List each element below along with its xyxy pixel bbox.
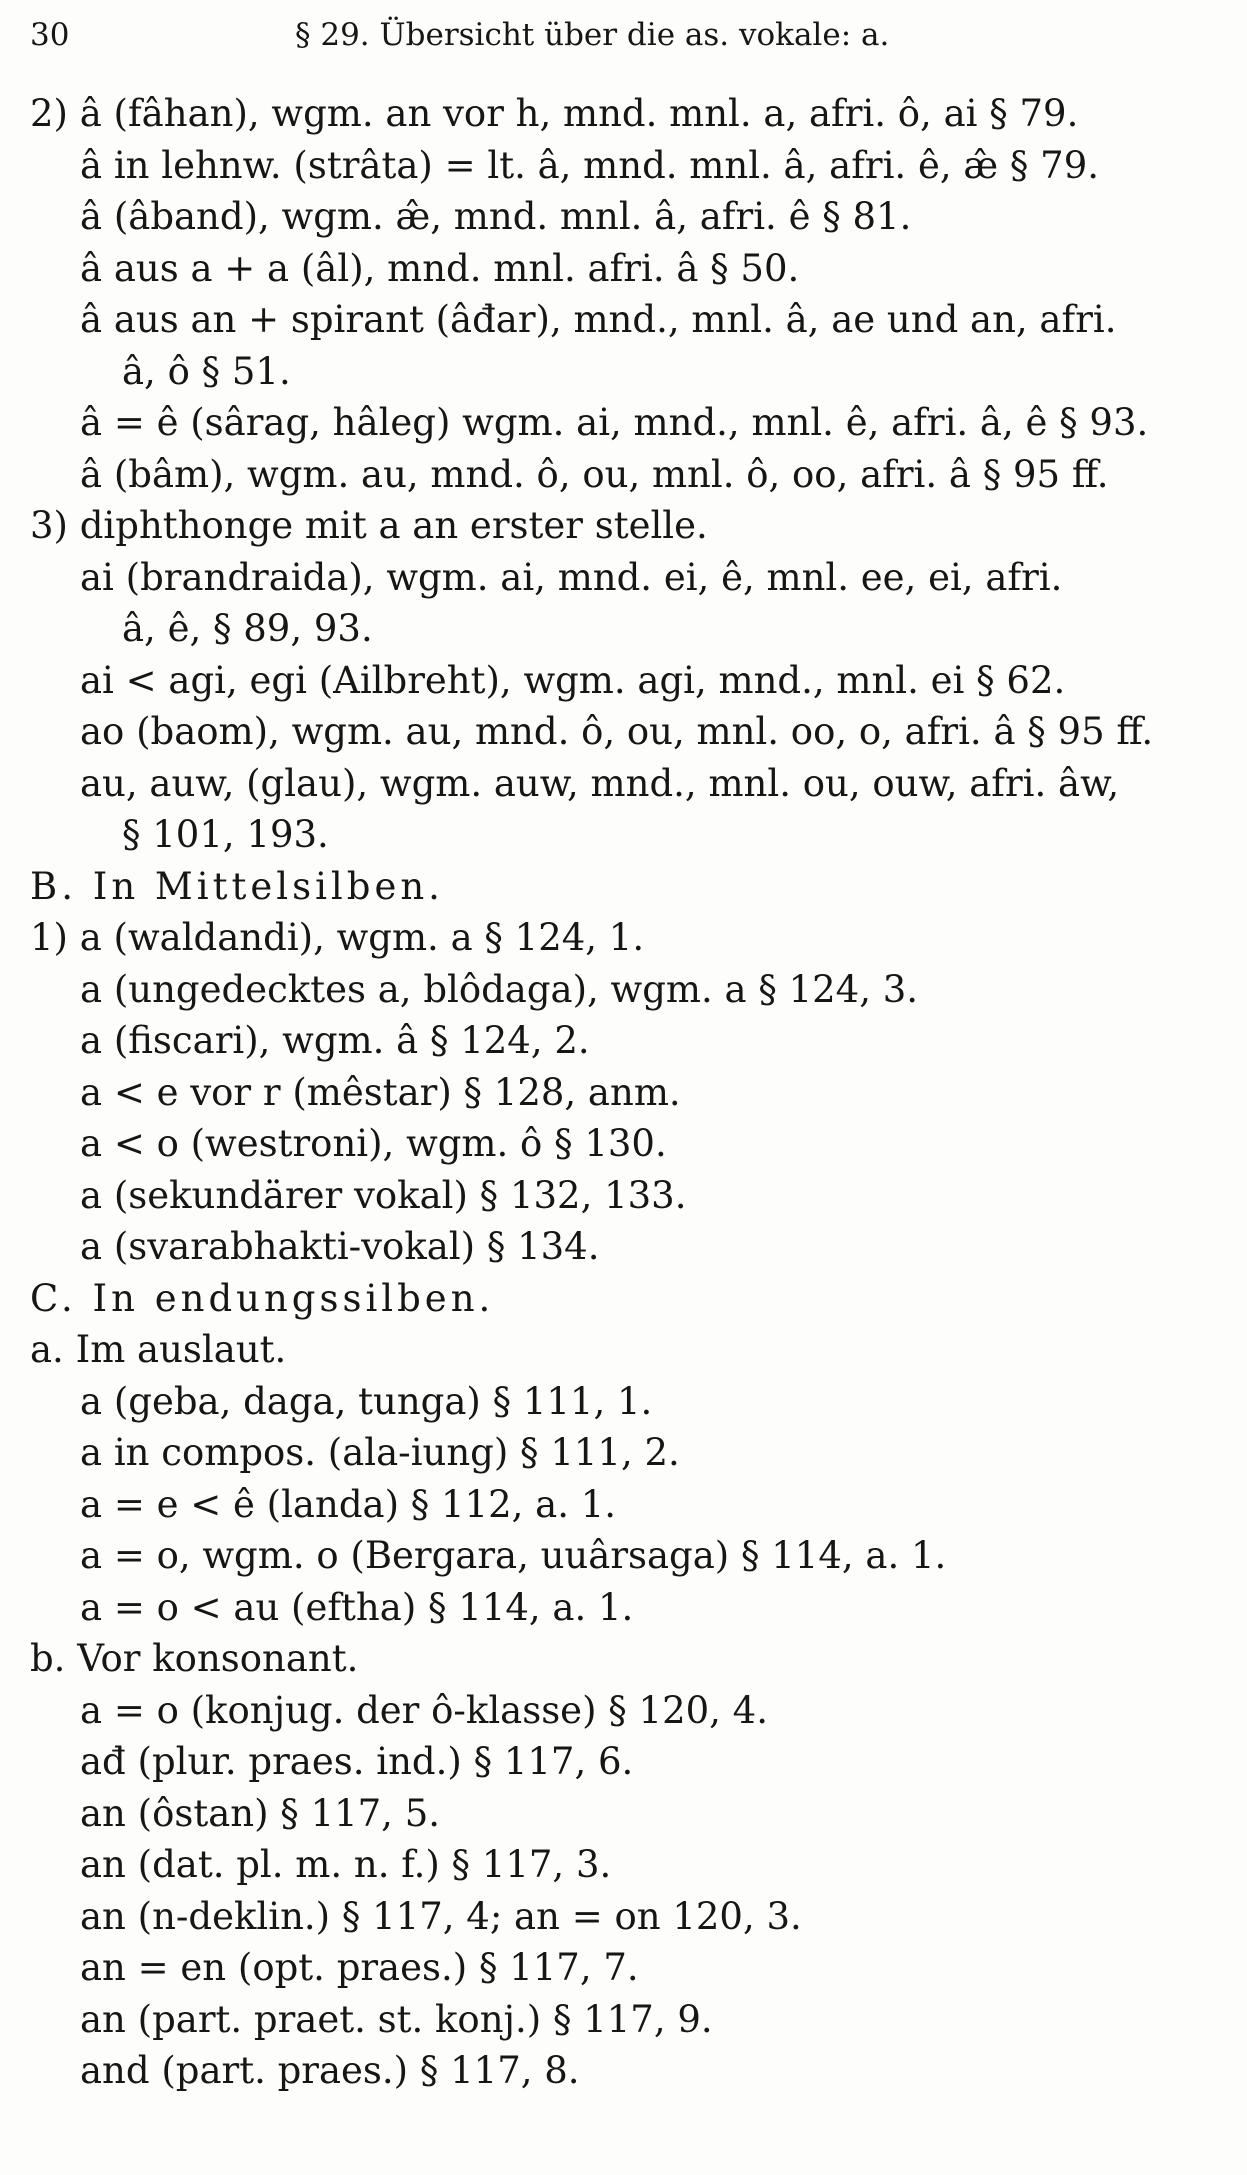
text-line: â aus an + spirant (âđar), mnd., mnl. â, ae und an, afri. [80,298,1117,341]
text-line: and (part. praes.) § 117, 8. [80,2049,580,2092]
text-line: 1) a (waldandi), wgm. a § 124, 1. [30,916,645,959]
text-line: â aus a + a (âl), mnd. mnl. afri. â § 50. [80,246,800,290]
text-line: a. Im auslaut. [30,1328,287,1371]
text-line: a = e < ê (landa) § 112, a. 1. [80,1482,617,1526]
text-line: a in compos. (ala-iung) § 111, 2. [80,1431,680,1474]
text-line: a (geba, daga, tunga) § 111, 1. [80,1379,653,1423]
text-line: a (svarabhakti-vokal) § 134. [80,1225,600,1268]
text-line: ao (baom), wgm. au, mnd. ô, ou, mnl. oo, o, afri. â § 95 ff. [80,710,1154,753]
text-line: b. Vor konsonant. [30,1637,359,1680]
page-header [30,10,1220,60]
text-line: ađ (plur. praes. ind.) § 117, 6. [80,1740,634,1783]
text-line: a (ungedecktes a, blôdaga), wgm. a § 124, 3. [80,967,919,1011]
text-line: au, auw, (glau), wgm. auw, mnd., mnl. ou, ouw, afri. âw, [80,761,1120,805]
text-line: a = o (konjug. der ô-klasse) § 120, 4. [80,1688,768,1732]
text-line: an (ôstan) § 117, 5. [80,1791,441,1835]
text-line: ai < agi, egi (Ailbreht), wgm. agi, mnd., mnl. ei § 62. [80,658,1066,702]
text-line: 2) â (fâhan), wgm. an vor h, mnd. mnl. a, afri. ô, ai § 79. [30,92,1079,135]
text-line: an (dat. pl. m. n. f.) § 117, 3. [80,1843,612,1886]
text-line: â (bâm), wgm. au, mnd. ô, ou, mnl. ô, oo, afri. â § 95 ff. [80,452,1109,496]
text-line: C. In endungssilben. [30,1276,495,1320]
text-line: â, ê, § 89, 93. [122,607,373,650]
text-line: an (n-deklin.) § 117, 4; an = on 120, 3. [80,1894,802,1938]
text-line: â in lehnw. (strâta) = lt. â, mnd. mnl. â, afri. ê, æ̂ § 79. [80,143,1099,187]
text-line: a < o (westroni), wgm. ô § 130. [80,1122,667,1165]
text-line: a = o, wgm. o (Bergara, uuârsaga) § 114, a. 1. [80,1534,947,1577]
text-line: â = ê (sârag, hâleg) wgm. ai, mnd., mnl. ê, afri. â, ê § 93. [80,401,1149,444]
text-line: a (fiscari), wgm. â § 124, 2. [80,1019,590,1062]
text-line: § 101, 193. [122,813,329,856]
text-line: an (part. praet. st. konj.) § 117, 9. [80,1997,713,2041]
book-page [30,0,1220,2175]
text-line: â, ô § 51. [122,349,291,393]
page-body [30,88,1220,2097]
text-line: a = o < au (eftha) § 114, a. 1. [80,1585,634,1629]
text-line: a < e vor r (mêstar) § 128, anm. [80,1070,681,1114]
text-line: â (âband), wgm. æ̂, mnd. mnl. â, afri. ê § 81. [80,195,912,238]
text-line: B. In Mittelsilben. [30,864,444,908]
text-line: 3) diphthonge mit a an erster stelle. [30,504,708,547]
page-number: 30 [30,17,70,53]
text-line: a (sekundärer vokal) § 132, 133. [80,1173,687,1217]
running-title: § 29. Übersicht über die as. vokale: a. [295,17,890,53]
text-line: ai (brandraida), wgm. ai, mnd. ei, ê, mnl. ee, ei, afri. [80,555,1063,599]
text-line: an = en (opt. praes.) § 117, 7. [80,1946,639,1989]
